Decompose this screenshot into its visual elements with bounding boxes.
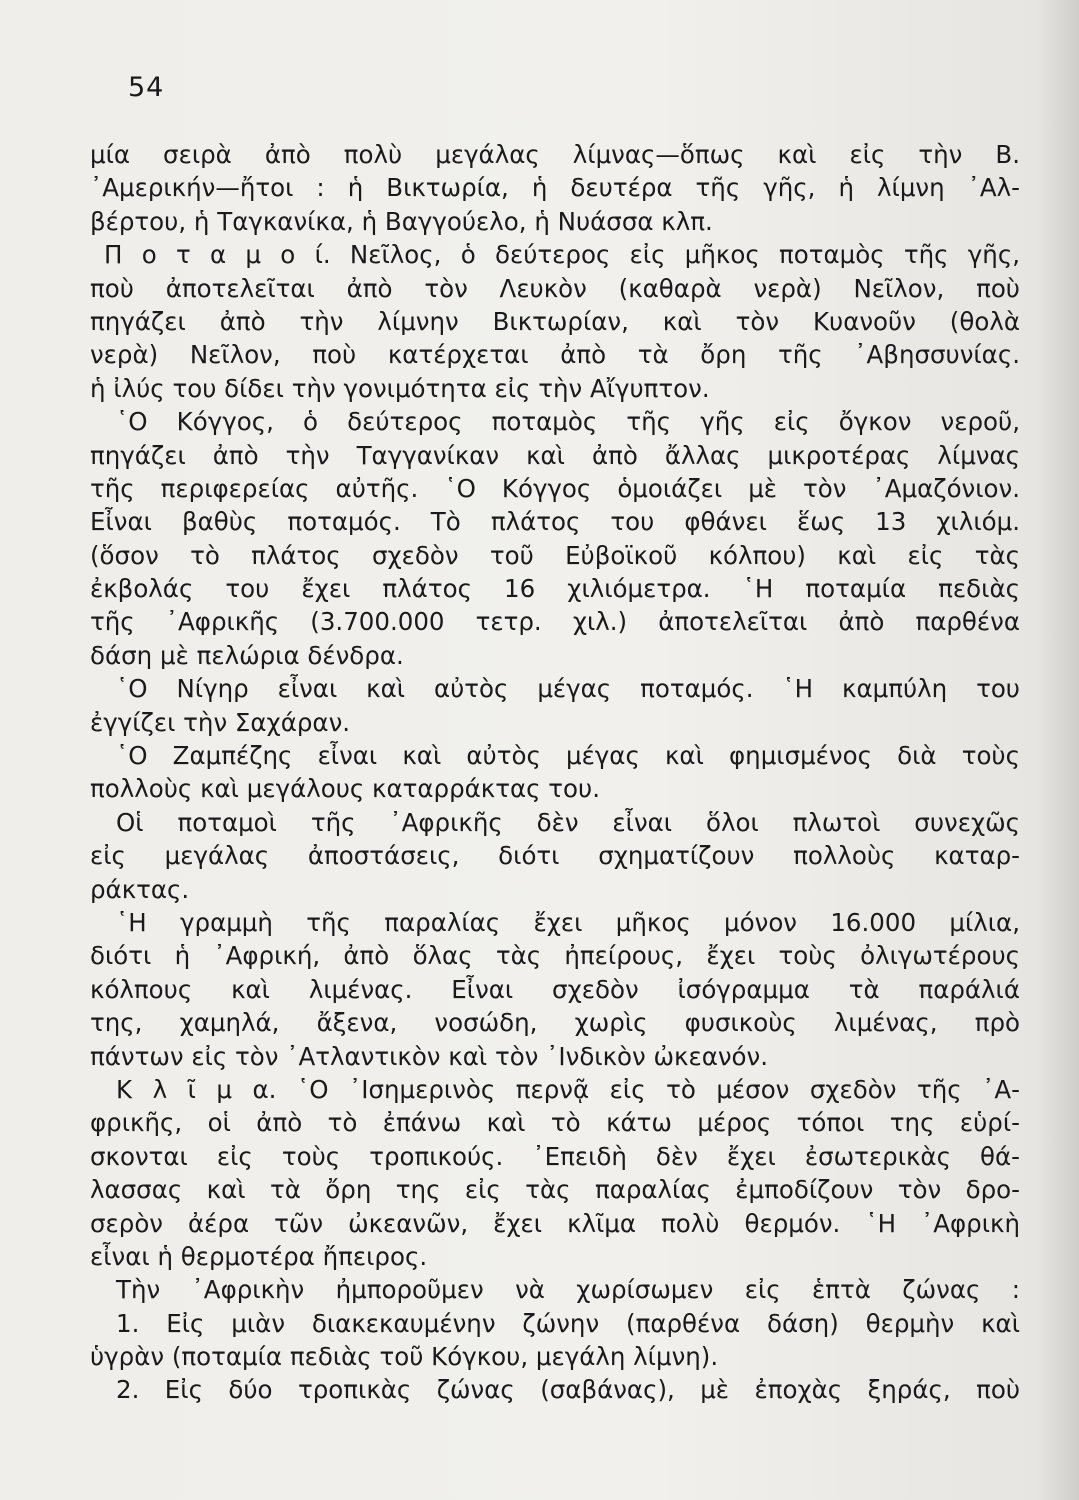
text-line (90, 1073, 1020, 1106)
line-text: ῾Ο Ζαμπέζης εἶναι καὶ αὐτὸς μέγας καὶ φημισμένος διὰ τοὺς (116, 741, 1020, 771)
text-line (90, 772, 1020, 805)
line-text: Οἱ ποταμοὶ τῆς ᾿Αφρικῆς δὲν εἶναι ὅλοι πλωτοὶ συνεχῶς (116, 807, 1020, 837)
text-line (90, 572, 1020, 605)
line-text: μία σειρὰ ἀπὸ πολὺ μεγάλας λίμνας—ὅπως καὶ εἰς τὴν Β. (90, 140, 1020, 169)
text-line (90, 1006, 1020, 1039)
line-text: ἐκβολάς του ἔχει πλάτος 16 χιλιόμετρα. ῾Η ποταμία πεδιὰς (90, 574, 1020, 604)
text-line (90, 672, 1020, 705)
text-line (90, 1373, 1020, 1406)
text-line (90, 405, 1020, 438)
text-line (90, 171, 1020, 204)
line-text: ῾Ο Νίγηρ εἶναι καὶ αὐτὸς μέγας ποταμός. ῾Η καμπύλη του (116, 674, 1020, 704)
text-line (90, 973, 1020, 1006)
section-heading: Κ λ ῖ μ α. (116, 1074, 277, 1104)
text-line (90, 873, 1020, 906)
text-line (90, 639, 1020, 672)
text-line (90, 806, 1020, 839)
section-heading: Π ο τ α μ ο ί. (104, 240, 331, 270)
text-line (90, 505, 1020, 538)
page-number: 54 (128, 72, 165, 103)
body-text (90, 138, 1020, 1407)
text-line (90, 305, 1020, 338)
text-line (90, 272, 1020, 305)
text-line (90, 1040, 1020, 1073)
text-line (90, 372, 1020, 405)
text-line (90, 338, 1020, 371)
line-text: ῾Η γραμμὴ τῆς παραλίας ἔχει μῆκος μόνον 16.000 μίλια, (116, 907, 1020, 937)
line-text: 1. Εἰς μιὰν διακεκαυμένην ζώνην (παρθένα δάση) θερμὴν καὶ (116, 1308, 1020, 1338)
line-text: ῾Ο Κόγγος, ὁ δεύτερος ποταμὸς τῆς γῆς εἰς ὄγκον νεροῦ, (116, 407, 1020, 437)
line-text: πηγάζει ἀπὸ τὴν Ταγγανίκαν καὶ ἀπὸ ἄλλας μικροτέρας λίμνας (90, 440, 1020, 470)
text-line (90, 739, 1020, 772)
line-text: τῆς ᾿Αφρικῆς (3.700.000 τετρ. χιλ.) ἀποτελεῖται ἀπὸ παρθένα (90, 607, 1020, 637)
line-text: τῆς περιφερείας αὐτῆς. ῾Ο Κόγγος ὁμοιάζει μὲ τὸν ᾿Αμαζόνιον. (90, 473, 1020, 503)
line-text: ἐγγίζει τὴν Σαχάραν. (90, 707, 351, 737)
text-line (90, 1207, 1020, 1240)
text-line (90, 539, 1020, 572)
line-text: ράκτας. (90, 874, 190, 904)
text-line (90, 1340, 1020, 1373)
line-text: πηγάζει ἀπὸ τὴν λίμνην Βικτωρίαν, καὶ τὸν Κυανοῦν (θολὰ (90, 306, 1020, 336)
line-text: φρικῆς, οἱ ἀπὸ τὸ ἐπάνω καὶ τὸ κάτω μέρος τόποι της εὑρί- (90, 1108, 1020, 1138)
line-text: πολλοὺς καὶ μεγάλους καταρράκτας του. (90, 774, 601, 804)
line-text: εἰς μεγάλας ἀποστάσεις, διότι σχηματίζουν πολλοὺς καταρ- (90, 841, 1020, 871)
text-line (90, 205, 1020, 238)
text-line (90, 1106, 1020, 1139)
text-line (90, 605, 1020, 638)
line-text: βέρτου, ἡ Ταγκανίκα, ἡ Βαγγούελο, ἡ Νυάσσα κλπ. (90, 206, 713, 236)
line-text: εἶναι ἡ θερμοτέρα ἤπειρος. (90, 1241, 428, 1271)
line-text: της, χαμηλά, ἄξενα, νοσώδη, χωρὶς φυσικοὺς λιμένας, πρὸ (90, 1008, 1020, 1038)
text-line (90, 1140, 1020, 1173)
text-line (90, 1240, 1020, 1273)
line-text: Τὴν ᾿Αφρικὴν ἠμποροῦμεν νὰ χωρίσωμεν εἰς ἑπτὰ ζώνας : (116, 1275, 1020, 1305)
line-text: Εἶναι βαθὺς ποταμός. Τὸ πλάτος του φθάνει ἕως 13 χιλιόμ. (90, 507, 1020, 537)
line-text: σκονται εἰς τοὺς τροπικούς. ᾿Επειδὴ δὲν ἔχει ἐσωτερικὰς θά- (90, 1141, 1020, 1171)
text-line (90, 439, 1020, 472)
line-text: 2. Εἰς δύο τροπικὰς ζώνας (σαβάνας), μὲ ἐποχὰς ξηράς, ποὺ (116, 1375, 1020, 1405)
line-text: Νεῖλος, ὁ δεύτερος εἰς μῆκος ποταμὸς τῆς γῆς, (330, 240, 1020, 270)
line-text: νερὰ) Νεῖλον, ποὺ κατέρχεται ἀπὸ τὰ ὄρη τῆς ᾿Αβησσυνίας. (90, 340, 1020, 370)
text-line (90, 238, 1020, 271)
line-text: ὑγρὰν (ποταμία πεδιὰς τοῦ Κόγκου, μεγάλη λίμνη). (90, 1342, 719, 1372)
line-text: διότι ἡ ᾿Αφρική, ἀπὸ ὅλας τὰς ἠπείρους, ἔχει τοὺς ὀλιγωτέρους (90, 941, 1020, 971)
text-line (90, 1307, 1020, 1340)
text-line (90, 939, 1020, 972)
line-text: πάντων εἰς τὸν ᾿Ατλαντικὸν καὶ τὸν ᾿Ινδικὸν ὠκεανόν. (90, 1041, 768, 1071)
text-line (90, 1273, 1020, 1306)
text-line (90, 472, 1020, 505)
line-text: ἡ ἰλύς του δίδει τὴν γονιμότητα εἰς τὴν Αἴγυπτον. (90, 373, 710, 403)
line-text: λασσας καὶ τὰ ὄρη της εἰς τὰς παραλίας ἐμποδίζουν τὸν δρο- (90, 1175, 1020, 1205)
text-line (90, 706, 1020, 739)
text-line (90, 906, 1020, 939)
line-text: (ὅσον τὸ πλάτος σχεδὸν τοῦ Εὐβοϊκοῦ κόλπου) καὶ εἰς τὰς (90, 540, 1020, 570)
text-line (90, 839, 1020, 872)
line-text: κόλπους καὶ λιμένας. Εἶναι σχεδὸν ἰσόγραμμα τὰ παράλιά (90, 974, 1020, 1004)
line-text: ποὺ ἀποτελεῖται ἀπὸ τὸν Λευκὸν (καθαρὰ νερὰ) Νεῖλον, ποὺ (90, 273, 1020, 303)
line-text: ᾿Αμερικήν—ἤτοι : ἡ Βικτωρία, ἡ δευτέρα τῆς γῆς, ἡ λίμνη ᾿Αλ- (90, 173, 1020, 203)
line-text: δάση μὲ πελώρια δένδρα. (90, 640, 404, 670)
text-line (90, 138, 1020, 171)
line-text: σερὸν ἀέρα τῶν ὠκεανῶν, ἔχει κλῖμα πολὺ θερμόν. ῾Η ᾿Αφρικὴ (90, 1208, 1020, 1238)
text-line (90, 1173, 1020, 1206)
line-text: ῾Ο ᾿Ισημερινὸς περνᾷ εἰς τὸ μέσον σχεδὸν τῆς ᾿Α- (276, 1074, 1020, 1104)
